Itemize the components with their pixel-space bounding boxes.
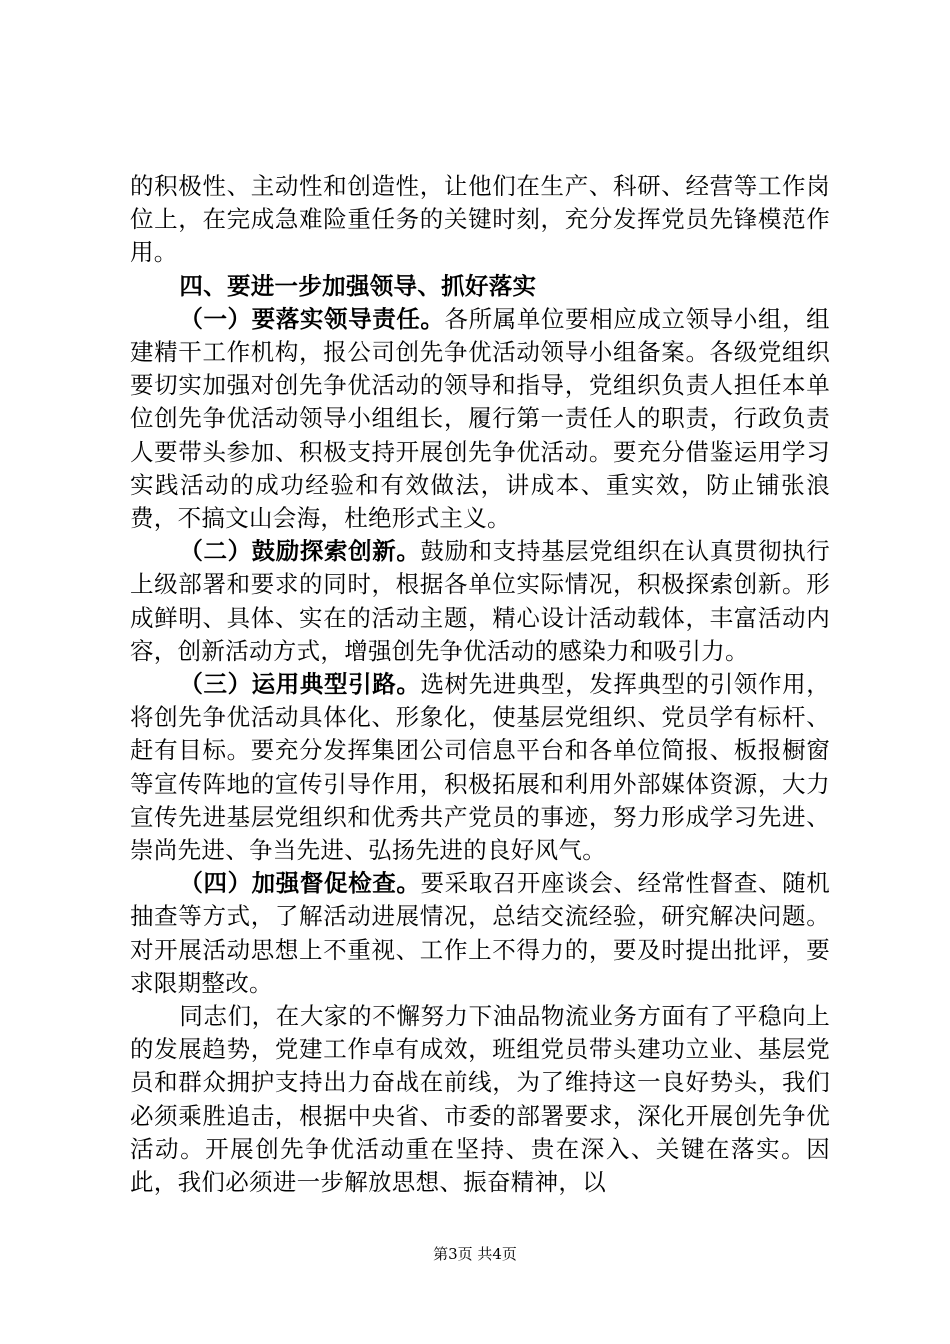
item-lead-2: （二）鼓励探索创新。 <box>179 537 421 566</box>
item-body-2: 鼓励和支持基层党组织在认真贯彻执行上级部署和要求的同时，根据各单位实际情况，积极探索创新。形成鲜明、具体、实在的活动主题，精心设计活动载体，丰富活动内容，创新活动方式，增强创先争优活动的感染力和吸引力。 <box>130 537 831 665</box>
item-paragraph-3 <box>130 668 830 867</box>
item-paragraph-4 <box>130 867 830 1000</box>
item-lead-4: （四）加强督促检查。 <box>179 869 421 898</box>
opening-paragraph: 的积极性、主动性和创造性，让他们在生产、科研、经营等工作岗位上，在完成急难险重任务的关键时刻，充分发挥党员先锋模范作用。 <box>130 172 830 267</box>
item-paragraph-1 <box>130 303 830 535</box>
item-body-4: 要采取召开座谈会、经常性督查、随机抽查等方式，了解活动进展情况，总结交流经验，研究解决问题。对开展活动思想上不重视、工作上不得力的，要及时提出批评，要求限期整改。 <box>130 869 831 997</box>
item-paragraph-2 <box>130 535 830 668</box>
closing-paragraph: 同志们，在大家的不懈努力下油品物流业务方面有了平稳向上的发展趋势，党建工作卓有成效，班组党员带头建功立业、基层党员和群众拥护支持出力奋战在前线，为了维持这一良好势头，我们必须乘胜追击，根据中央省、市委的部署要求，深化开展创先争优活动。开展创先争优活动重在坚持、贵在深入、关键在落实。因此，我们必须进一步解放思想、振奋精神，以 <box>130 1002 830 1197</box>
page-footer: 第3页 共4页 <box>433 1245 517 1263</box>
document-body <box>130 170 830 1199</box>
item-body-3: 选树先进典型，发挥典型的引领作用，将创先争优活动具体化、形象化，使基层党组织、党员学有标杆、赶有目标。要充分发挥集团公司信息平台和各单位简报、板报橱窗等宣传阵地的宣传引导作用，积极拓展和利用外部媒体资源，大力宣传先进基层党组织和优秀共产党员的事迹，努力形成学习先进、崇尚先进、争当先进、弘扬先进的良好风气。 <box>130 670 831 865</box>
section-heading: 四、要进一步加强领导、抓好落实 <box>179 271 537 300</box>
item-lead-3: （三）运用典型引路。 <box>179 670 421 699</box>
item-lead-1: （一）要落实领导责任。 <box>179 304 445 333</box>
item-body-1: 各所属单位要相应成立领导小组，组建精干工作机构，报公司创先争优活动领导小组备案。各级党组织要切实加强对创先争优活动的领导和指导，党组织负责人担任本单位创先争优活动领导小组组长，履行第一责任人的职责，行政负责人要带头参加、积极支持开展创先争优活动。要充分借鉴运用学习实践活动的成功经验和有效做法，讲成本、重实效，防止铺张浪费，不搞文山会海，杜绝形式主义。 <box>130 304 830 533</box>
